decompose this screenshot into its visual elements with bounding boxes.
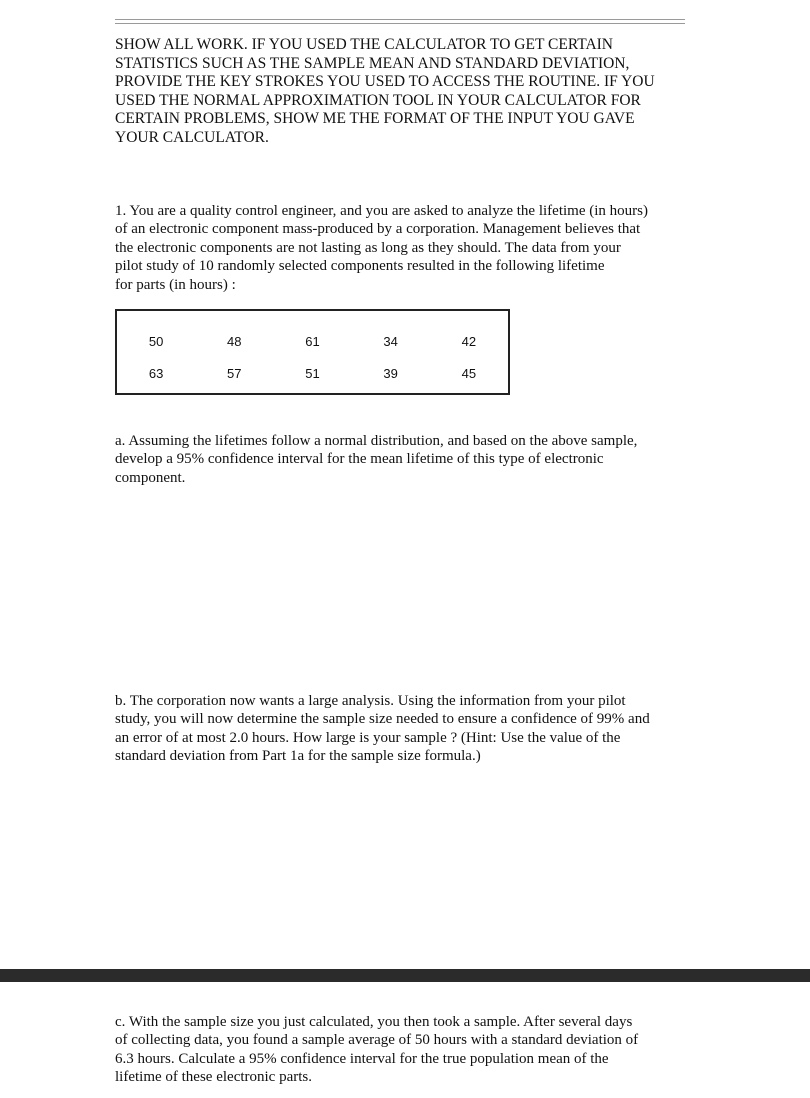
part-a-line: a. Assuming the lifetimes follow a normal distribution, and based on the above sample,: [115, 433, 638, 449]
lifetime-data-grid: [117, 325, 508, 389]
top-double-rule: [115, 19, 685, 24]
question-1-line: the electronic components are not lasting as long as they should. The data from your: [115, 239, 621, 256]
instructions-line: YOUR CALCULATOR.: [115, 128, 269, 146]
instructions-line: USED THE NORMAL APPROXIMATION TOOL IN YOUR CALCULATOR FOR: [115, 91, 641, 109]
table-row: [117, 357, 508, 389]
page-separator-bar: [0, 969, 810, 982]
instructions-line: STATISTICS SUCH AS THE SAMPLE MEAN AND STANDARD DEVIATION,: [115, 54, 630, 72]
table-cell: 50: [148, 333, 164, 349]
question-1-line: for parts (in hours) :: [115, 276, 236, 293]
part-a-text: [115, 432, 705, 487]
table-row: [117, 325, 508, 357]
table-cell: 45: [461, 365, 477, 381]
table-cell: 39: [383, 365, 398, 381]
question-1-text: [115, 202, 705, 294]
table-cell: 51: [305, 365, 320, 381]
table-cell: 42: [461, 333, 477, 349]
instructions-line: CERTAIN PROBLEMS, SHOW ME THE FORMAT OF THE INPUT YOU GAVE: [115, 110, 635, 128]
part-b-line: b. The corporation now wants a large analysis. Using the information from your pilot: [115, 693, 626, 709]
part-b-line: an error of at most 2.0 hours. How large is your sample ? (Hint: Use the value of the: [115, 729, 621, 746]
table-cell: 48: [227, 333, 242, 349]
part-c-text: [115, 1013, 705, 1087]
part-b-line: study, you will now determine the sample size needed to ensure a confidence of 99% and: [115, 711, 650, 728]
table-cell: 34: [383, 333, 398, 349]
table-cell: 61: [305, 333, 320, 349]
lifetime-data-table: [115, 309, 510, 395]
part-c-line: 6.3 hours. Calculate a 95% confidence interval for the true population mean of the: [115, 1050, 609, 1067]
instructions-line: PROVIDE THE KEY STROKES YOU USED TO ACCESS THE ROUTINE. IF YOU: [115, 73, 655, 91]
question-1-line: pilot study of 10 randomly selected components resulted in the following lifetime: [115, 258, 605, 275]
instructions-line: SHOW ALL WORK. IF YOU USED THE CALCULATOR TO GET CERTAIN: [115, 36, 614, 53]
table-cell: 57: [227, 365, 242, 381]
part-b-text: [115, 692, 705, 766]
instructions-block: [115, 36, 695, 148]
part-a-line: component.: [115, 469, 186, 486]
part-c-line: of collecting data, you found a sample average of 50 hours with a standard deviation of: [115, 1032, 639, 1049]
part-c-line: lifetime of these electronic parts.: [115, 1069, 312, 1086]
table-cell: 63: [148, 365, 164, 381]
part-b-line: standard deviation from Part 1a for the sample size formula.): [115, 748, 481, 765]
question-1-line: 1. You are a quality control engineer, and you are asked to analyze the lifetime (in hours): [115, 203, 648, 219]
question-1-line: of an electronic component mass-produced by a corporation. Management believes that: [115, 221, 641, 238]
part-c-line: c. With the sample size you just calculated, you then took a sample. After several days: [115, 1014, 633, 1030]
part-a-line: develop a 95% confidence interval for the mean lifetime of this type of electronic: [115, 451, 604, 468]
